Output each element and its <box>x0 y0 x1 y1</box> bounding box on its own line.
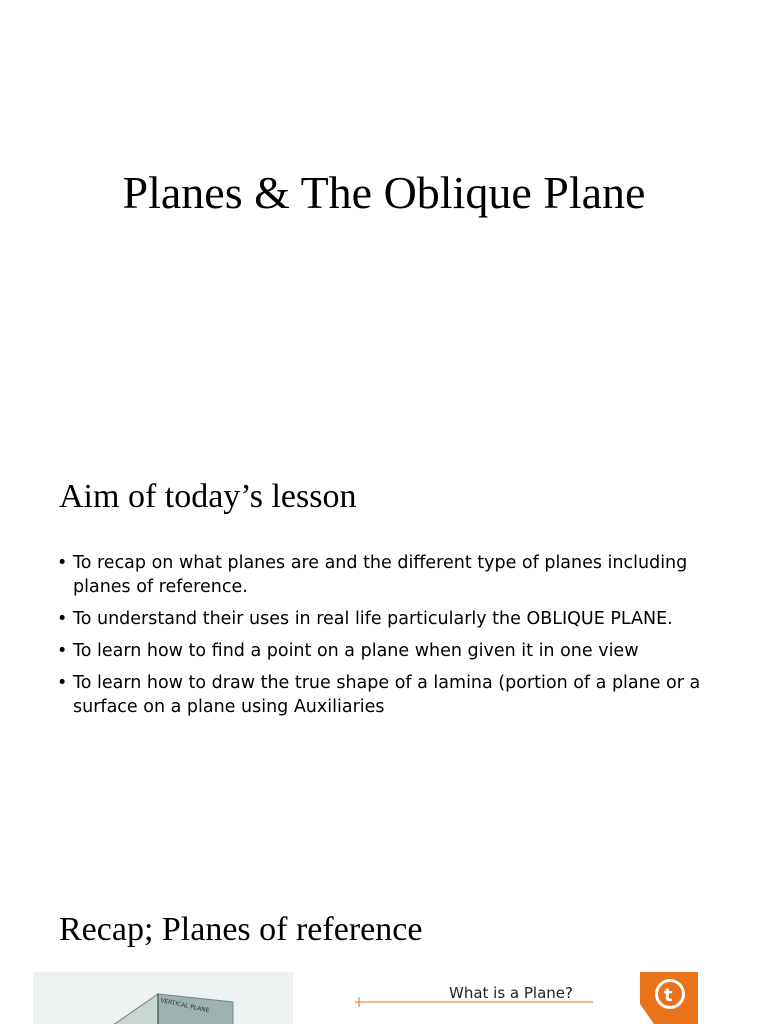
bullet-item <box>57 671 727 719</box>
bullet-text: To understand their uses in real life particularly the OBLIQUE PLANE. <box>73 609 673 629</box>
bullet-text: To learn how to find a point on a plane when given it in one view <box>73 641 639 661</box>
what-is-plane-title: What is a Plane? <box>449 984 573 1002</box>
presentation-title: Planes & The Oblique Plane <box>122 167 646 218</box>
bullet-dot: • <box>57 673 68 693</box>
bullet-item <box>57 607 727 631</box>
vertical-plane-image <box>33 972 293 1024</box>
bullet-dot: • <box>57 553 68 573</box>
recap-heading: Recap; Planes of reference <box>59 911 423 948</box>
bullet-item <box>57 639 727 663</box>
bullet-text: To learn how to draw the true shape of a lamina (portion of a plane or a surface on a plane using Auxiliaries <box>73 673 701 717</box>
vertical-plane-illustration <box>33 972 293 1024</box>
aim-slide <box>0 432 768 864</box>
t4-logo-icon <box>640 972 698 1024</box>
svg-text:t: t <box>664 985 673 1006</box>
aim-heading: Aim of today’s lesson <box>59 478 357 515</box>
bullet-dot: • <box>57 609 68 629</box>
what-is-plane-image <box>330 972 705 1024</box>
bullet-item <box>57 551 727 599</box>
vertical-plane-label: VERTICAL PLANE <box>159 997 211 1015</box>
bullet-text: To recap on what planes are and the different type of planes including planes of reference. <box>73 553 688 597</box>
title-slide <box>0 0 768 432</box>
bullet-dot: • <box>57 641 68 661</box>
aim-bullet-list <box>57 551 727 727</box>
recap-slide <box>0 864 768 1024</box>
